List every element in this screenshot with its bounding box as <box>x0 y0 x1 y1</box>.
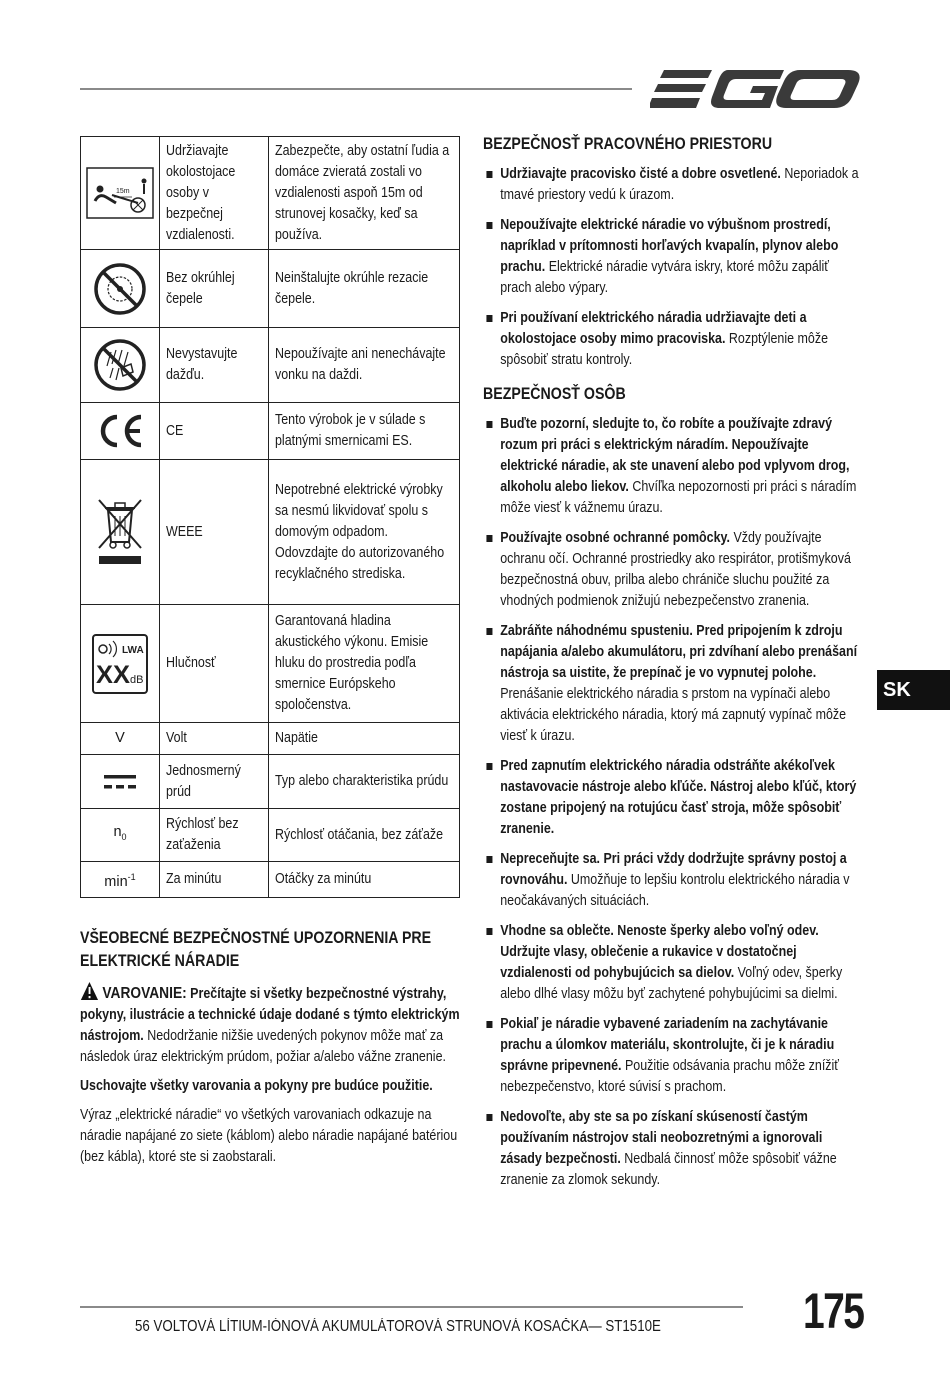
page-number: 175 <box>803 1283 864 1339</box>
list-item <box>483 1107 860 1191</box>
list-item <box>483 308 860 371</box>
svg-text:LWA: LWA <box>122 644 144 656</box>
footer-title: 56 VOLTOVÁ LÍTIUM-IÓNOVÁ AKUMULÁTOROVÁ STRUNOVÁ KOSAČKA— ST1510E <box>135 1318 661 1335</box>
symbol-description: Zabezpečte, aby ostatní ľudia a domáce zvieratá zostali vo vzdialenosti aspoň 15m od strunovej kosačky, keď sa používa. <box>269 137 460 250</box>
symbol-description: Otáčky za minútu <box>269 862 460 898</box>
table-row <box>81 605 460 723</box>
noise-level-icon <box>81 605 160 723</box>
list-item-bold: Nedovoľte, aby ste sa po získaní skúseností častým používaním nástrojov stali neobozretnými a ignorovali zásady bezpečnosti. <box>500 1109 823 1167</box>
warning-text: Nedodržanie nižšie uvedených pokynov môže mať za následok úraz elektrickým prúdom, požiar a/alebo vážne zranenie. <box>80 1028 446 1065</box>
table-row <box>81 403 460 460</box>
symbol-table <box>80 136 460 898</box>
list-item-bold: Vhodne sa oblečte. Nenoste šperky alebo voľný odev. Udržujte vlasy, oblečenie a rukavice v dostatočnej vzdialenosti od pohybujúcich sa dielov. <box>500 923 819 981</box>
table-row <box>81 460 460 605</box>
list-item <box>483 215 860 299</box>
weee-bin-icon <box>81 460 160 605</box>
right-column <box>483 133 860 1200</box>
symbol-description: Nepoužívajte ani nenechávajte vonku na daždi. <box>269 328 460 403</box>
symbol-description: Rýchlosť otáčania, bez záťaže <box>269 809 460 862</box>
table-row <box>81 723 460 755</box>
bullet-list <box>483 414 860 1191</box>
symbol-name: Volt <box>160 723 269 755</box>
table-row <box>81 862 460 898</box>
list-item-text: Neporiadok a tmavé priestory vedú k úrazom. <box>500 166 859 203</box>
symbol-name: Bez okrúhlej čepele <box>160 250 269 328</box>
list-item-text: Rozptýlenie môže spôsobiť stratu kontroly. <box>500 331 829 368</box>
no-circular-blade-icon <box>81 250 160 328</box>
ce-mark-icon <box>81 403 160 460</box>
warning-triangle-icon <box>80 981 99 1001</box>
keep-instructions: Uschovajte všetky varovania a pokyny pre budúce použitie. <box>80 1078 433 1094</box>
symbol-description: Typ alebo charakteristika prúdu <box>269 755 460 809</box>
table-row <box>81 809 460 862</box>
svg-text:XX: XX <box>96 660 131 689</box>
list-item <box>483 849 860 912</box>
list-item <box>483 1014 860 1098</box>
no-load-speed-symbol: $n_0$ <box>81 809 160 862</box>
section-heading: BEZPEČNOSŤ PRACOVNÉHO PRIESTORU <box>483 135 773 153</box>
list-item-text: Použitie odsávania prachu môže znížiť nebezpečenstvo, ktoré súvisí s prachom. <box>500 1058 839 1095</box>
symbol-name: Hlučnosť <box>160 605 269 723</box>
symbol-name: Nevystavujte dažďu. <box>160 328 269 403</box>
symbol-name: Jednosmerný prúd <box>160 755 269 809</box>
ego-logo <box>650 64 862 114</box>
list-item-text: Chvíľka nepozornosti pri práci s náradím môže viesť k vážnemu úrazu. <box>500 479 857 516</box>
warning-label: VAROVANIE: <box>102 985 187 1002</box>
symbol-name: Rýchlosť bez zaťaženia <box>160 809 269 862</box>
bullet-list <box>483 164 860 371</box>
list-item-text: Elektrické náradie vytvára iskry, ktoré môžu zapáliť prach alebo výpary. <box>500 259 829 296</box>
list-item-bold: Pri používaní elektrického náradia udržiavajte deti a okolostojace osoby mimo pracoviska. <box>500 310 807 347</box>
list-item-bold: Buďte pozorní, sledujte to, čo robíte a používajte zdravý rozum pri práci s elektrickým náradím. Nepoužívajte elektrické náradie, ak ste unavení alebo pod vplyvom drog, alkoholu alebo liekov. <box>500 416 850 495</box>
header-rule <box>80 88 632 90</box>
list-item <box>483 414 860 519</box>
table-row <box>81 137 460 250</box>
volt-symbol: V <box>81 723 160 755</box>
definition-paragraph: Výraz „elektrické náradie“ vo všetkých varovaniach odkazuje na náradie napájané zo siete (káblom) alebo náradie napájané batériou (bez kábla), ktoré ste si zaobstarali. <box>80 1107 458 1165</box>
list-item-text: Vždy používajte ochranu očí. Ochranné prostriedky ako respirátor, protišmyková bezpečnostná obuv, prilba alebo chrániče sluchu použité za vhodných podmienok znižujú nebezpečenstvo zranenia. <box>500 530 851 609</box>
symbol-name: CE <box>160 403 269 460</box>
section-heading: BEZPEČNOSŤ OSÔB <box>483 385 626 403</box>
symbol-name: WEEE <box>160 460 269 605</box>
svg-text:dB: dB <box>130 673 144 686</box>
list-item-bold: Pokiaľ je náradie vybavené zariadením na zachytávanie prachu a úlomkov materiálu, skontrolujte, či je k náradiu správne pripevnené. <box>500 1016 835 1074</box>
no-rain-icon <box>81 328 160 403</box>
list-item-bold: Nepreceňujte sa. Pri práci vždy dodržujte správny postoj a rovnováhu. <box>500 851 847 888</box>
list-item-bold: Používajte osobné ochranné pomôcky. <box>500 530 731 546</box>
list-item-text: Umožňuje to lepšiu kontrolu elektrického náradia v neočakávaných situáciách. <box>500 872 850 909</box>
table-row <box>81 250 460 328</box>
direct-current-icon <box>81 755 160 809</box>
list-item-text: Prenášanie elektrického náradia s prstom na vypínači alebo aktivácia elektrického náradia, ktorý má zapnutý vypínač môže viesť k úrazu. <box>500 686 847 744</box>
table-row <box>81 755 460 809</box>
list-item-bold: Nepoužívajte elektrické náradie vo výbušnom prostredí, napríklad v prítomnosti horľavých kvapalín, plynov alebo prachu. <box>500 217 839 275</box>
section-heading: VŠEOBECNÉ BEZPEČNOSTNÉ UPOZORNENIA PRE ELEKTRICKÉ NÁRADIE <box>80 929 432 970</box>
list-item <box>483 164 860 206</box>
warning-paragraph <box>80 981 460 1068</box>
symbol-name: Udržiavajte okolostojace osoby v bezpečnej vzdialenosti. <box>160 137 269 250</box>
svg-text:15m: 15m <box>116 188 130 195</box>
list-item <box>483 756 860 840</box>
symbol-name: Za minútu <box>160 862 269 898</box>
language-tab: SK <box>877 670 950 710</box>
bystander-distance-icon <box>81 137 160 250</box>
list-item <box>483 528 860 612</box>
general-warnings-section <box>80 927 460 1176</box>
symbol-description: Nepotrebné elektrické výrobky sa nesmú likvidovať spolu s domovým odpadom. Odovzdajte do autorizovaného recyklačného strediska. <box>269 460 460 605</box>
list-item-text: Nedbalá činnosť môže spôsobiť vážne zranenie za zlomok sekundy. <box>500 1151 837 1188</box>
per-minute-symbol: $\min^{-1}$ <box>81 862 160 898</box>
list-item-bold: Udržiavajte pracovisko čisté a dobre osvetlené. <box>500 166 781 182</box>
symbol-description: Napätie <box>269 723 460 755</box>
symbol-description: Garantovaná hladina akustického výkonu. Emisie hluku do prostredia podľa smernice Európskeho spoločenstva. <box>269 605 460 723</box>
list-item <box>483 921 860 1005</box>
footer-rule <box>80 1306 743 1308</box>
list-item-bold: Pred zapnutím elektrického náradia odstráňte akékoľvek nastavovacie nástroje alebo kľúče. Nástroj alebo kľúč, ktorý zostane pripojený na rotujúcu časť stroja, môže spôsobiť zranenie. <box>500 758 857 837</box>
list-item-bold: Zabráňte náhodnému spusteniu. Pred pripojením k zdroju napájania a/alebo akumulátoru, pri zdvíhaní alebo prenášaní nástroja sa uistite, že prepínač je vo vypnutej polohe. <box>500 623 858 681</box>
symbol-description: Neinštalujte okrúhle rezacie čepele. <box>269 250 460 328</box>
list-item <box>483 621 860 747</box>
table-row <box>81 328 460 403</box>
warning-bold: Prečítajte si všetky bezpečnostné výstrahy, pokyny, ilustrácie a technické údaje dodané s týmto elektrickým nástrojom. <box>80 986 460 1044</box>
symbol-description: Tento výrobok je v súlade s platnými smernicami ES. <box>269 403 460 460</box>
list-item-text: Voľný odev, šperky alebo dlhé vlasy môžu byť zachytené pohybujúcimi sa dielmi. <box>500 965 843 1002</box>
